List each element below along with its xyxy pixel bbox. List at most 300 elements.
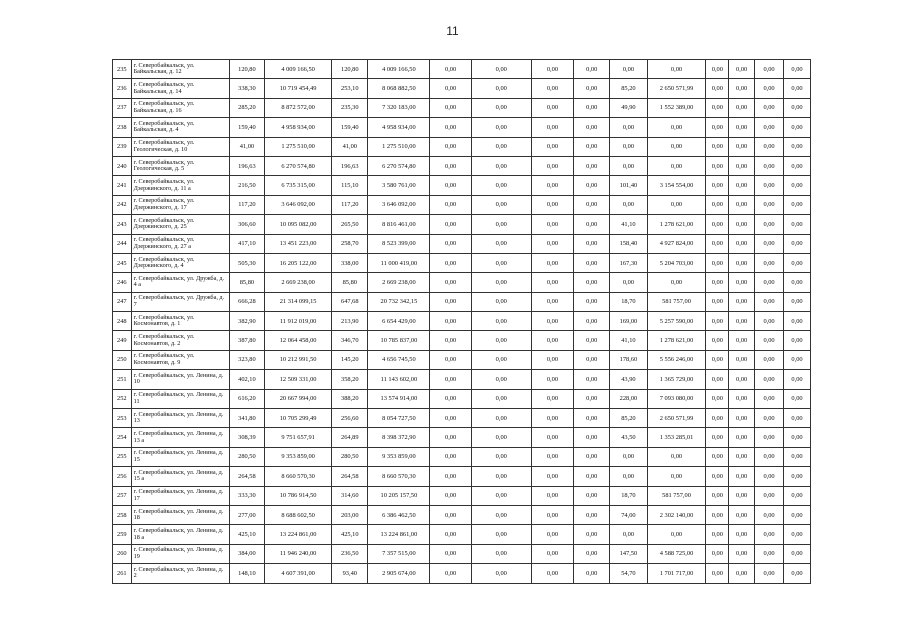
value-cell: 0,00	[755, 60, 784, 79]
value-cell: 0,00	[755, 409, 784, 428]
total-area-cell: 341,80	[229, 409, 264, 428]
area-cell: 647,68	[332, 292, 368, 311]
cost-cell: 581 757,00	[647, 486, 706, 505]
area-cell: 41,00	[332, 137, 368, 156]
area-cell: 264,58	[332, 467, 368, 486]
value-cell: 0,00	[784, 156, 811, 175]
row-number-cell: 238	[113, 118, 132, 137]
value-cell: 0,00	[729, 234, 755, 253]
row-number-cell: 249	[113, 331, 132, 350]
row-number-cell: 243	[113, 215, 132, 234]
value-cell: 0,00	[784, 564, 811, 583]
value-cell: 0,00	[471, 467, 531, 486]
row-number-cell: 258	[113, 505, 132, 524]
value-cell: 0,00	[784, 292, 811, 311]
cost-cell: 5 257 590,00	[647, 312, 706, 331]
value-cell: 0,00	[784, 486, 811, 505]
total-cost-cell: 6 735 315,00	[265, 176, 332, 195]
address-cell: г. Северобайкальск, ул. Дзержинского, д. 27 а	[131, 234, 229, 253]
total-area-cell: 323,80	[229, 350, 264, 369]
cost-cell: 0,00	[647, 467, 706, 486]
value-cell: 0,00	[430, 156, 471, 175]
cost-cell: 0,00	[647, 273, 706, 292]
total-area-cell: 120,80	[229, 60, 264, 79]
total-area-cell: 666,28	[229, 292, 264, 311]
value-cell: 0,00	[755, 176, 784, 195]
value-cell: 0,00	[471, 370, 531, 389]
cost-cell: 8 398 372,90	[368, 428, 430, 447]
value-cell: 0,00	[729, 137, 755, 156]
cost-cell: 4 588 725,00	[647, 544, 706, 563]
value-cell: 0,00	[755, 215, 784, 234]
area-cell: 253,10	[332, 79, 368, 98]
address-cell: г. Северобайкальск, ул. Дзержинского, д. 25	[131, 215, 229, 234]
value-cell: 0,00	[531, 273, 573, 292]
value-cell: 0,00	[729, 253, 755, 272]
value-cell: 0,00	[574, 292, 610, 311]
address-cell: г. Северобайкальск, ул. Ленина, д. 18 а	[131, 525, 229, 544]
total-cost-cell: 2 669 238,00	[265, 273, 332, 292]
cost-cell: 10 205 157,50	[368, 486, 430, 505]
address-cell: г. Северобайкальск, ул. Дружба, д. 7	[131, 292, 229, 311]
value-cell: 0,00	[531, 505, 573, 524]
row-number-cell: 259	[113, 525, 132, 544]
address-cell: г. Северобайкальск, ул. Ленина, д. 10	[131, 370, 229, 389]
value-cell: 0,00	[531, 486, 573, 505]
value-cell: 0,00	[574, 273, 610, 292]
area-cell: 101,40	[610, 176, 647, 195]
row-number-cell: 235	[113, 60, 132, 79]
value-cell: 0,00	[471, 564, 531, 583]
value-cell: 0,00	[784, 505, 811, 524]
value-cell: 0,00	[729, 156, 755, 175]
cost-cell: 4 656 745,50	[368, 350, 430, 369]
area-cell: 85,20	[610, 79, 647, 98]
value-cell: 0,00	[706, 98, 729, 117]
value-cell: 0,00	[755, 505, 784, 524]
area-cell: 159,40	[332, 118, 368, 137]
total-area-cell: 425,10	[229, 525, 264, 544]
value-cell: 0,00	[531, 331, 573, 350]
cost-cell: 6 654 429,00	[368, 312, 430, 331]
address-cell: г. Северобайкальск, ул. Байкальская, д. 14	[131, 79, 229, 98]
value-cell: 0,00	[729, 544, 755, 563]
value-cell: 0,00	[706, 312, 729, 331]
value-cell: 0,00	[430, 98, 471, 117]
value-cell: 0,00	[706, 486, 729, 505]
area-cell: 358,20	[332, 370, 368, 389]
cost-cell: 4 009 166,50	[368, 60, 430, 79]
value-cell: 0,00	[471, 176, 531, 195]
cost-cell: 7 357 515,00	[368, 544, 430, 563]
area-cell: 117,20	[332, 195, 368, 214]
cost-cell: 9 353 859,00	[368, 447, 430, 466]
address-cell: г. Северобайкальск, ул. Космонавтов, д. 1	[131, 312, 229, 331]
value-cell: 0,00	[729, 79, 755, 98]
total-cost-cell: 4 009 166,50	[265, 60, 332, 79]
value-cell: 0,00	[471, 156, 531, 175]
value-cell: 0,00	[574, 525, 610, 544]
total-area-cell: 505,30	[229, 253, 264, 272]
address-cell: г. Северобайкальск, ул. Ленина, д. 11	[131, 389, 229, 408]
address-cell: г. Северобайкальск, ул. Космонавтов, д. 2	[131, 331, 229, 350]
value-cell: 0,00	[531, 118, 573, 137]
total-cost-cell: 21 314 099,15	[265, 292, 332, 311]
area-cell: 0,00	[610, 118, 647, 137]
value-cell: 0,00	[430, 292, 471, 311]
value-cell: 0,00	[574, 312, 610, 331]
table-row	[113, 79, 811, 98]
total-area-cell: 387,80	[229, 331, 264, 350]
area-cell: 41,10	[610, 215, 647, 234]
value-cell: 0,00	[574, 447, 610, 466]
value-cell: 0,00	[430, 79, 471, 98]
table-row	[113, 98, 811, 117]
value-cell: 0,00	[430, 544, 471, 563]
value-cell: 0,00	[784, 525, 811, 544]
value-cell: 0,00	[729, 389, 755, 408]
value-cell: 0,00	[784, 118, 811, 137]
total-cost-cell: 9 353 859,00	[265, 447, 332, 466]
area-cell: 228,00	[610, 389, 647, 408]
value-cell: 0,00	[574, 428, 610, 447]
row-number-cell: 237	[113, 98, 132, 117]
cost-cell: 20 732 342,15	[368, 292, 430, 311]
value-cell: 0,00	[430, 389, 471, 408]
cost-cell: 13 224 861,00	[368, 525, 430, 544]
value-cell: 0,00	[471, 215, 531, 234]
value-cell: 0,00	[574, 98, 610, 117]
total-cost-cell: 8 872 572,00	[265, 98, 332, 117]
total-area-cell: 159,40	[229, 118, 264, 137]
area-cell: 85,20	[610, 409, 647, 428]
row-number-cell: 261	[113, 564, 132, 583]
value-cell: 0,00	[729, 215, 755, 234]
table-row	[113, 544, 811, 563]
table-row	[113, 60, 811, 79]
cost-cell: 8 660 570,30	[368, 467, 430, 486]
address-cell: г. Северобайкальск, ул. Ленина, д. 13	[131, 409, 229, 428]
area-cell: 256,60	[332, 409, 368, 428]
value-cell: 0,00	[471, 234, 531, 253]
value-cell: 0,00	[471, 118, 531, 137]
table-body	[113, 60, 811, 584]
area-cell: 49,90	[610, 98, 647, 117]
value-cell: 0,00	[706, 273, 729, 292]
row-number-cell: 252	[113, 389, 132, 408]
row-number-cell: 245	[113, 253, 132, 272]
area-cell: 85,80	[332, 273, 368, 292]
value-cell: 0,00	[784, 195, 811, 214]
area-cell: 258,70	[332, 234, 368, 253]
total-cost-cell: 3 646 092,00	[265, 195, 332, 214]
value-cell: 0,00	[531, 156, 573, 175]
value-cell: 0,00	[784, 273, 811, 292]
total-area-cell: 41,00	[229, 137, 264, 156]
value-cell: 0,00	[531, 370, 573, 389]
cost-cell: 1 552 389,00	[647, 98, 706, 117]
cost-cell: 0,00	[647, 156, 706, 175]
value-cell: 0,00	[729, 409, 755, 428]
value-cell: 0,00	[531, 195, 573, 214]
total-cost-cell: 1 275 510,00	[265, 137, 332, 156]
area-cell: 0,00	[610, 156, 647, 175]
table-row	[113, 505, 811, 524]
cost-cell: 5 556 246,00	[647, 350, 706, 369]
value-cell: 0,00	[471, 409, 531, 428]
cost-cell: 0,00	[647, 195, 706, 214]
area-cell: 235,30	[332, 98, 368, 117]
cost-cell: 3 580 761,00	[368, 176, 430, 195]
value-cell: 0,00	[430, 137, 471, 156]
total-area-cell: 264,58	[229, 467, 264, 486]
value-cell: 0,00	[430, 370, 471, 389]
value-cell: 0,00	[729, 505, 755, 524]
area-cell: 0,00	[610, 447, 647, 466]
address-cell: г. Северобайкальск, ул. Дружба, д. 4 а	[131, 273, 229, 292]
cost-cell: 7 093 080,00	[647, 389, 706, 408]
registry-table	[112, 59, 811, 584]
total-cost-cell: 12 509 331,00	[265, 370, 332, 389]
value-cell: 0,00	[729, 564, 755, 583]
value-cell: 0,00	[471, 525, 531, 544]
cost-cell: 1 701 717,00	[647, 564, 706, 583]
cost-cell: 1 365 729,00	[647, 370, 706, 389]
value-cell: 0,00	[574, 409, 610, 428]
area-cell: 236,50	[332, 544, 368, 563]
area-cell: 264,89	[332, 428, 368, 447]
value-cell: 0,00	[755, 350, 784, 369]
table-row	[113, 564, 811, 583]
value-cell: 0,00	[706, 505, 729, 524]
address-cell: г. Северобайкальск, ул. Дзержинского, д. 11 а	[131, 176, 229, 195]
value-cell: 0,00	[729, 60, 755, 79]
value-cell: 0,00	[729, 525, 755, 544]
value-cell: 0,00	[784, 447, 811, 466]
value-cell: 0,00	[706, 156, 729, 175]
value-cell: 0,00	[574, 176, 610, 195]
value-cell: 0,00	[574, 60, 610, 79]
cost-cell: 3 154 554,00	[647, 176, 706, 195]
value-cell: 0,00	[729, 370, 755, 389]
value-cell: 0,00	[706, 118, 729, 137]
value-cell: 0,00	[430, 312, 471, 331]
value-cell: 0,00	[729, 331, 755, 350]
value-cell: 0,00	[706, 253, 729, 272]
total-cost-cell: 11 946 240,00	[265, 544, 332, 563]
value-cell: 0,00	[471, 544, 531, 563]
value-cell: 0,00	[430, 331, 471, 350]
value-cell: 0,00	[574, 195, 610, 214]
value-cell: 0,00	[706, 389, 729, 408]
value-cell: 0,00	[531, 467, 573, 486]
cost-cell: 1 278 621,00	[647, 331, 706, 350]
cost-cell: 2 302 140,00	[647, 505, 706, 524]
row-number-cell: 248	[113, 312, 132, 331]
area-cell: 0,00	[610, 525, 647, 544]
cost-cell: 8 054 727,50	[368, 409, 430, 428]
area-cell: 43,90	[610, 370, 647, 389]
value-cell: 0,00	[574, 156, 610, 175]
cost-cell: 7 320 183,00	[368, 98, 430, 117]
address-cell: г. Северобайкальск, ул. Ленина, д. 19	[131, 544, 229, 563]
total-cost-cell: 13 451 223,00	[265, 234, 332, 253]
total-area-cell: 402,10	[229, 370, 264, 389]
table-row	[113, 428, 811, 447]
value-cell: 0,00	[430, 273, 471, 292]
area-cell: 203,00	[332, 505, 368, 524]
value-cell: 0,00	[755, 564, 784, 583]
total-cost-cell: 16 205 122,00	[265, 253, 332, 272]
value-cell: 0,00	[706, 544, 729, 563]
table-row	[113, 118, 811, 137]
address-cell: г. Северобайкальск, ул. Байкальская, д. 16	[131, 98, 229, 117]
table-row	[113, 156, 811, 175]
area-cell: 0,00	[610, 467, 647, 486]
table-row	[113, 331, 811, 350]
value-cell: 0,00	[430, 215, 471, 234]
area-cell: 18,70	[610, 292, 647, 311]
value-cell: 0,00	[784, 176, 811, 195]
total-cost-cell: 10 212 991,50	[265, 350, 332, 369]
area-cell: 388,20	[332, 389, 368, 408]
value-cell: 0,00	[531, 428, 573, 447]
value-cell: 0,00	[729, 176, 755, 195]
total-area-cell: 148,10	[229, 564, 264, 583]
value-cell: 0,00	[430, 234, 471, 253]
cost-cell: 8 523 399,00	[368, 234, 430, 253]
row-number-cell: 240	[113, 156, 132, 175]
table-row	[113, 234, 811, 253]
area-cell: 280,50	[332, 447, 368, 466]
value-cell: 0,00	[531, 525, 573, 544]
value-cell: 0,00	[574, 253, 610, 272]
cost-cell: 4 958 934,00	[368, 118, 430, 137]
value-cell: 0,00	[430, 505, 471, 524]
value-cell: 0,00	[784, 98, 811, 117]
value-cell: 0,00	[430, 486, 471, 505]
table-row	[113, 312, 811, 331]
value-cell: 0,00	[471, 60, 531, 79]
value-cell: 0,00	[755, 525, 784, 544]
area-cell: 346,70	[332, 331, 368, 350]
value-cell: 0,00	[430, 176, 471, 195]
value-cell: 0,00	[755, 292, 784, 311]
value-cell: 0,00	[706, 350, 729, 369]
value-cell: 0,00	[729, 118, 755, 137]
row-number-cell: 241	[113, 176, 132, 195]
value-cell: 0,00	[729, 350, 755, 369]
value-cell: 0,00	[574, 564, 610, 583]
table-row	[113, 467, 811, 486]
table-row	[113, 273, 811, 292]
address-cell: г. Северобайкальск, ул. Дзержинского, д. 4	[131, 253, 229, 272]
address-cell: г. Северобайкальск, ул. Дзержинского, д. 17	[131, 195, 229, 214]
table-row	[113, 253, 811, 272]
value-cell: 0,00	[755, 428, 784, 447]
value-cell: 0,00	[729, 467, 755, 486]
value-cell: 0,00	[729, 447, 755, 466]
total-area-cell: 308,39	[229, 428, 264, 447]
total-area-cell: 196,63	[229, 156, 264, 175]
address-cell: г. Северобайкальск, ул. Ленина, д. 15 а	[131, 467, 229, 486]
cost-cell: 6 386 462,50	[368, 505, 430, 524]
area-cell: 178,60	[610, 350, 647, 369]
value-cell: 0,00	[755, 253, 784, 272]
address-cell: г. Северобайкальск, ул. Ленина, д. 15	[131, 447, 229, 466]
value-cell: 0,00	[784, 467, 811, 486]
total-area-cell: 280,50	[229, 447, 264, 466]
value-cell: 0,00	[574, 389, 610, 408]
total-cost-cell: 11 912 019,00	[265, 312, 332, 331]
value-cell: 0,00	[755, 370, 784, 389]
area-cell: 18,70	[610, 486, 647, 505]
value-cell: 0,00	[706, 234, 729, 253]
value-cell: 0,00	[471, 292, 531, 311]
area-cell: 338,00	[332, 253, 368, 272]
value-cell: 0,00	[430, 118, 471, 137]
value-cell: 0,00	[531, 544, 573, 563]
area-cell: 41,10	[610, 331, 647, 350]
total-cost-cell: 4 958 934,00	[265, 118, 332, 137]
value-cell: 0,00	[430, 60, 471, 79]
value-cell: 0,00	[706, 331, 729, 350]
value-cell: 0,00	[430, 447, 471, 466]
total-area-cell: 277,00	[229, 505, 264, 524]
value-cell: 0,00	[755, 195, 784, 214]
value-cell: 0,00	[471, 389, 531, 408]
value-cell: 0,00	[784, 350, 811, 369]
table-row	[113, 350, 811, 369]
table-row	[113, 486, 811, 505]
table-row	[113, 370, 811, 389]
address-cell: г. Северобайкальск, ул. Ленина, д. 18	[131, 505, 229, 524]
total-cost-cell: 12 064 458,00	[265, 331, 332, 350]
table-row	[113, 525, 811, 544]
value-cell: 0,00	[430, 525, 471, 544]
value-cell: 0,00	[755, 447, 784, 466]
value-cell: 0,00	[531, 60, 573, 79]
area-cell: 0,00	[610, 273, 647, 292]
total-area-cell: 384,00	[229, 544, 264, 563]
value-cell: 0,00	[531, 292, 573, 311]
value-cell: 0,00	[729, 292, 755, 311]
address-cell: г. Северобайкальск, ул. Байкальская, д. 4	[131, 118, 229, 137]
cost-cell: 13 574 914,00	[368, 389, 430, 408]
cost-cell: 11 143 602,00	[368, 370, 430, 389]
value-cell: 0,00	[471, 273, 531, 292]
value-cell: 0,00	[755, 331, 784, 350]
cost-cell: 8 816 461,00	[368, 215, 430, 234]
value-cell: 0,00	[430, 467, 471, 486]
value-cell: 0,00	[755, 98, 784, 117]
value-cell: 0,00	[784, 234, 811, 253]
total-cost-cell: 10 705 299,49	[265, 409, 332, 428]
value-cell: 0,00	[531, 253, 573, 272]
value-cell: 0,00	[706, 370, 729, 389]
area-cell: 425,10	[332, 525, 368, 544]
table-row	[113, 176, 811, 195]
area-cell: 169,00	[610, 312, 647, 331]
value-cell: 0,00	[531, 312, 573, 331]
value-cell: 0,00	[574, 215, 610, 234]
cost-cell: 0,00	[647, 447, 706, 466]
value-cell: 0,00	[706, 215, 729, 234]
value-cell: 0,00	[706, 292, 729, 311]
row-number-cell: 257	[113, 486, 132, 505]
value-cell: 0,00	[755, 467, 784, 486]
value-cell: 0,00	[706, 137, 729, 156]
